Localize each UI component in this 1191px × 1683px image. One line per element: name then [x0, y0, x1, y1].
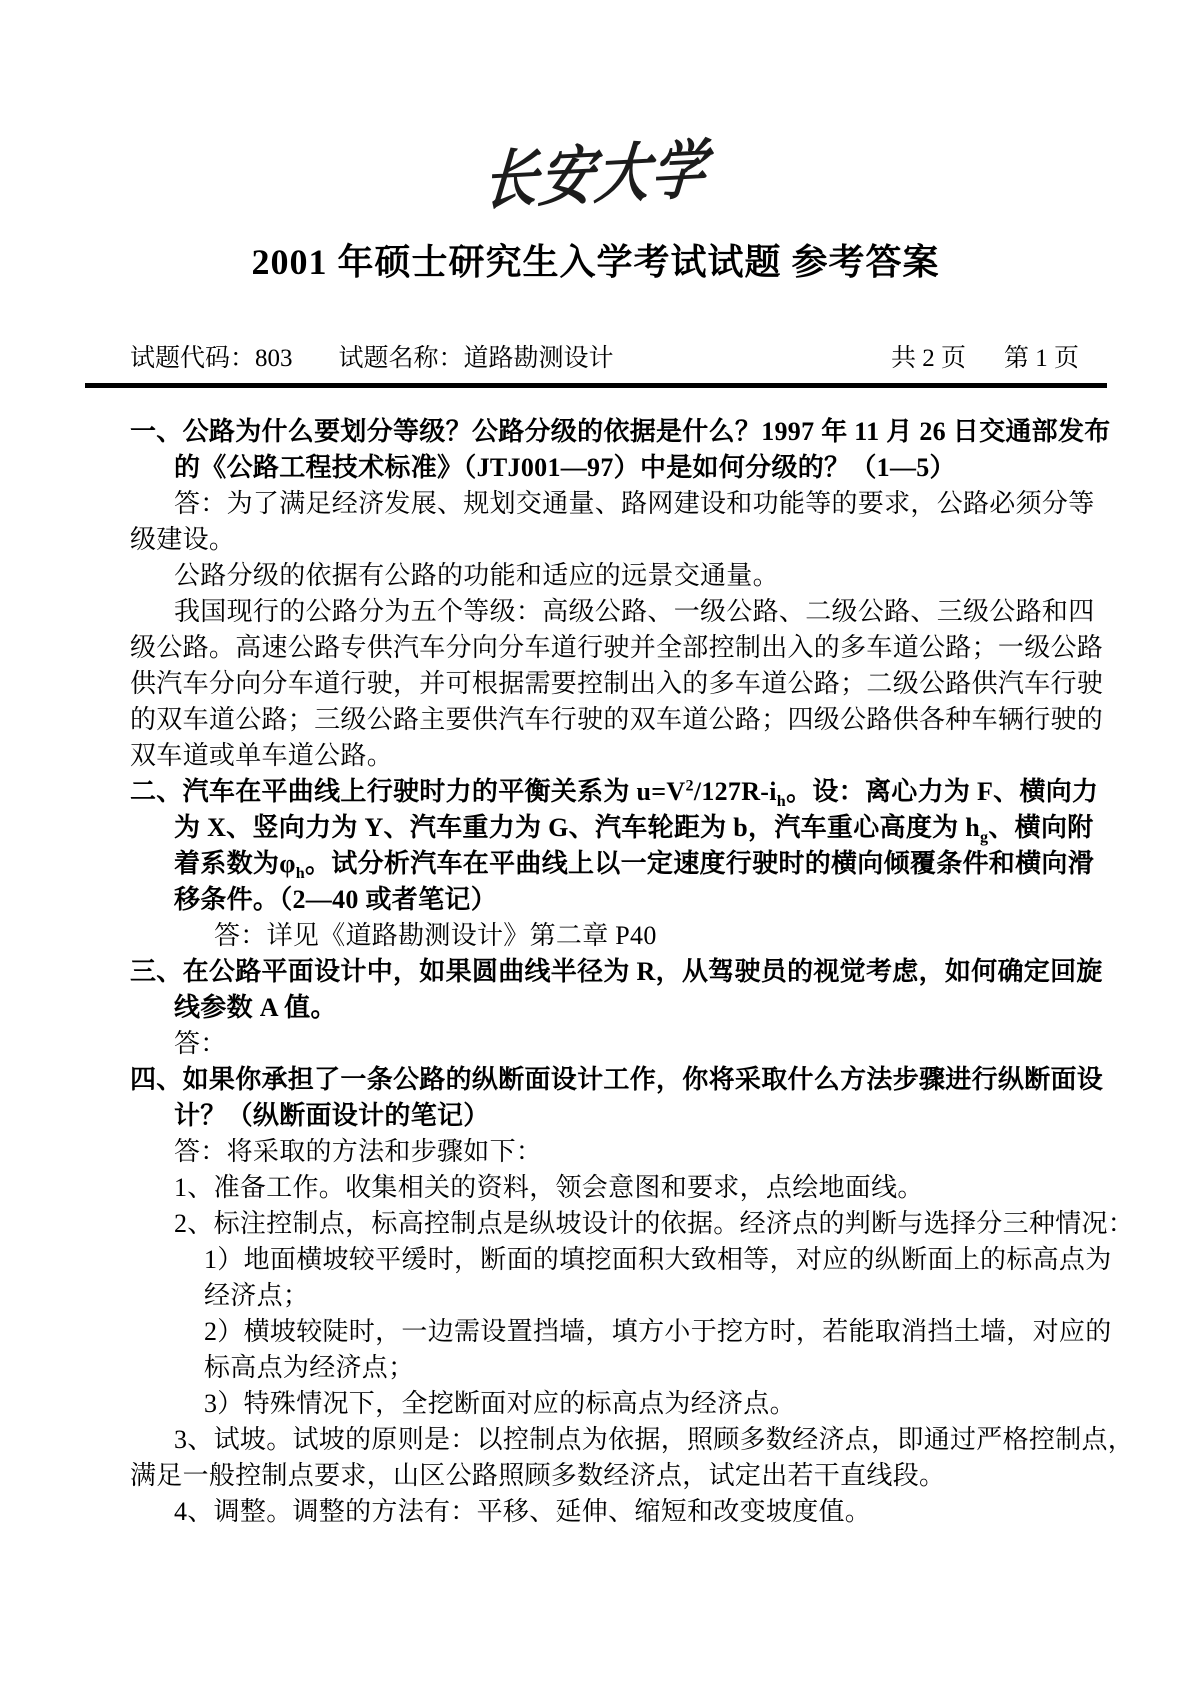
document-body: [130, 414, 1135, 1530]
answer-line: 2）横坡较陡时，一边需设置挡墙，填方小于挖方时，若能取消挡土墙，对应的: [204, 1317, 1112, 1346]
answer-line: 答：: [174, 1029, 227, 1058]
answer-line: 答：为了满足经济发展、规划交通量、路网建设和功能等的要求，公路必须分等: [174, 489, 1095, 518]
answer-line: 2、标注控制点，标高控制点是纵坡设计的依据。经济点的判断与选择分三种情况：: [174, 1209, 1135, 1238]
answer-line: 满足一般控制点要求，山区公路照顾多数经济点，试定出若干直线段。: [130, 1461, 946, 1490]
university-logo-text: 长安大学: [480, 134, 710, 218]
question-line: 移条件。（2—40 或者笔记）: [174, 885, 498, 914]
answer-line: 双车道或单车道公路。: [130, 741, 394, 770]
answer-line: 供汽车分向分车道行驶，并可根据需要控制出入的多车道公路；二级公路供汽车行驶: [130, 669, 1104, 698]
answer-line: 标高点为经济点；: [204, 1353, 415, 1382]
answer-line: 级公路。高速公路专供汽车分向分车道行驶并全部控制出入的多车道公路；一级公路: [130, 633, 1104, 662]
answer-line: 经济点；: [204, 1281, 310, 1310]
answer-line: 4、调整。调整的方法有：平移、延伸、缩短和改变坡度值。: [174, 1497, 872, 1526]
exam-header-row: [85, 338, 1107, 388]
current-page: 第 1 页: [1003, 345, 1079, 372]
exam-code: 试题代码：803: [130, 345, 293, 372]
exam-name: 试题名称：道路勘测设计: [338, 345, 614, 372]
answer-line: 1）地面横坡较平缓时，断面的填挖面积大致相等，对应的纵断面上的标高点为: [204, 1245, 1112, 1274]
answer-line: 的双车道公路；三级公路主要供汽车行驶的双车道公路；四级公路供各种车辆行驶的: [130, 705, 1104, 734]
answer-line: 我国现行的公路分为五个等级：高级公路、一级公路、二级公路、三级公路和四: [174, 597, 1095, 626]
question-line: 四、如果你承担了一条公路的纵断面设计工作，你将采取什么方法步骤进行纵断面设: [130, 1065, 1104, 1094]
university-logo: [0, 132, 1191, 218]
question-line: 计？（纵断面设计的笔记）: [174, 1101, 490, 1130]
answer-line: 3）特殊情况下，全挖断面对应的标高点为经济点。: [204, 1389, 796, 1418]
question-line: 的《公路工程技术标准》（JTJ001—97）中是如何分级的？（1—5）: [174, 453, 956, 482]
question-line: 着系数为$\varphi_h$。试分析汽车在平曲线上以一定速度行驶时的横向倾覆条件和横向滑: [174, 849, 1095, 883]
question-line: 线参数 A 值。: [174, 993, 337, 1022]
page-title: 2001 年硕士研究生入学考试试题 参考答案: [251, 242, 940, 282]
question-line: 二、汽车在平曲线上行驶时力的平衡关系为 $u=V^2/127R-i_h$。设：离心力为 F、横向力: [130, 777, 1099, 811]
exam-header-left: [130, 338, 614, 374]
answer-line: 公路分级的依据有公路的功能和适应的远景交通量。: [174, 561, 779, 590]
answer-line: 3、试坡。试坡的原则是：以控制点为依据，照顾多数经济点，即通过严格控制点，: [174, 1425, 1135, 1454]
answer-line: 级建设。: [130, 525, 236, 554]
question-line: 三、在公路平面设计中，如果圆曲线半径为 R，从驾驶员的视觉考虑，如何确定回旋: [130, 957, 1103, 986]
exam-header-right: [891, 338, 1079, 374]
total-pages: 共 2 页: [890, 345, 966, 372]
answer-line: 答：详见《道路勘测设计》第二章 P40: [214, 921, 657, 950]
question-line: 一、公路为什么要划分等级？公路分级的依据是什么？1997 年 11 月 26 日交通部发布: [130, 417, 1111, 446]
answer-line: 答：将采取的方法和步骤如下：: [174, 1137, 543, 1166]
question-line: 为 X、竖向力为 Y、汽车重力为 G、汽车轮距为 b，汽车重心高度为 $h_g$、横向附: [174, 813, 1094, 847]
answer-line: 1、准备工作。收集相关的资料，领会意图和要求，点绘地面线。: [174, 1173, 924, 1202]
